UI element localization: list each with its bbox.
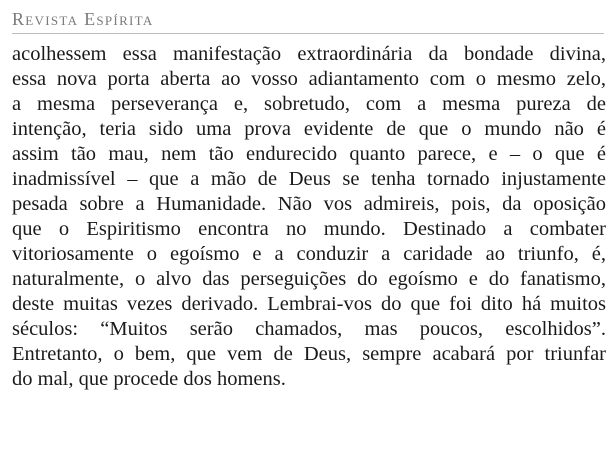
text-line: intenção, teria sido uma prova evidente de que o mundo não é (12, 118, 606, 140)
text-line: a mesma perseverança e, sobretudo, com a mesma pureza de (12, 93, 606, 115)
text-line: que o Espiritismo encontra no mundo. Destinado a combater (12, 218, 606, 240)
text-line: acolhessem essa manifestação extraordinária da bondade divina, (12, 43, 606, 65)
text-line: pesada sobre a Humanidade. Não vos admireis, pois, da oposição (12, 193, 606, 215)
text-line: séculos: “Muitos serão chamados, mas poucos, escolhidos”. (12, 318, 606, 340)
text-line: Entretanto, o bem, que vem de Deus, sempre acabará por triunfar (12, 343, 606, 365)
text-line: naturalmente, o alvo das perseguições do egoísmo e do fanatismo, (12, 268, 606, 290)
running-header: Revista Espírita (12, 9, 154, 29)
body-paragraph (12, 42, 606, 392)
header-rule (12, 33, 604, 34)
text-line: deste muitas vezes derivado. Lembrai-vos do que foi dito há muitos (12, 293, 606, 315)
text-line: assim tão mau, nem tão endurecido quanto parece, e – o que é (12, 143, 606, 165)
text-line: inadmissível – que a mão de Deus se tenha tornado injustamente (12, 168, 606, 190)
text-line: do mal, que procede dos homens. (12, 368, 286, 390)
text-line: essa nova porta aberta ao vosso adiantamento com o mesmo zelo, (12, 68, 606, 90)
text-line: vitoriosamente o egoísmo e a conduzir a caridade ao triunfo, é, (12, 243, 606, 265)
